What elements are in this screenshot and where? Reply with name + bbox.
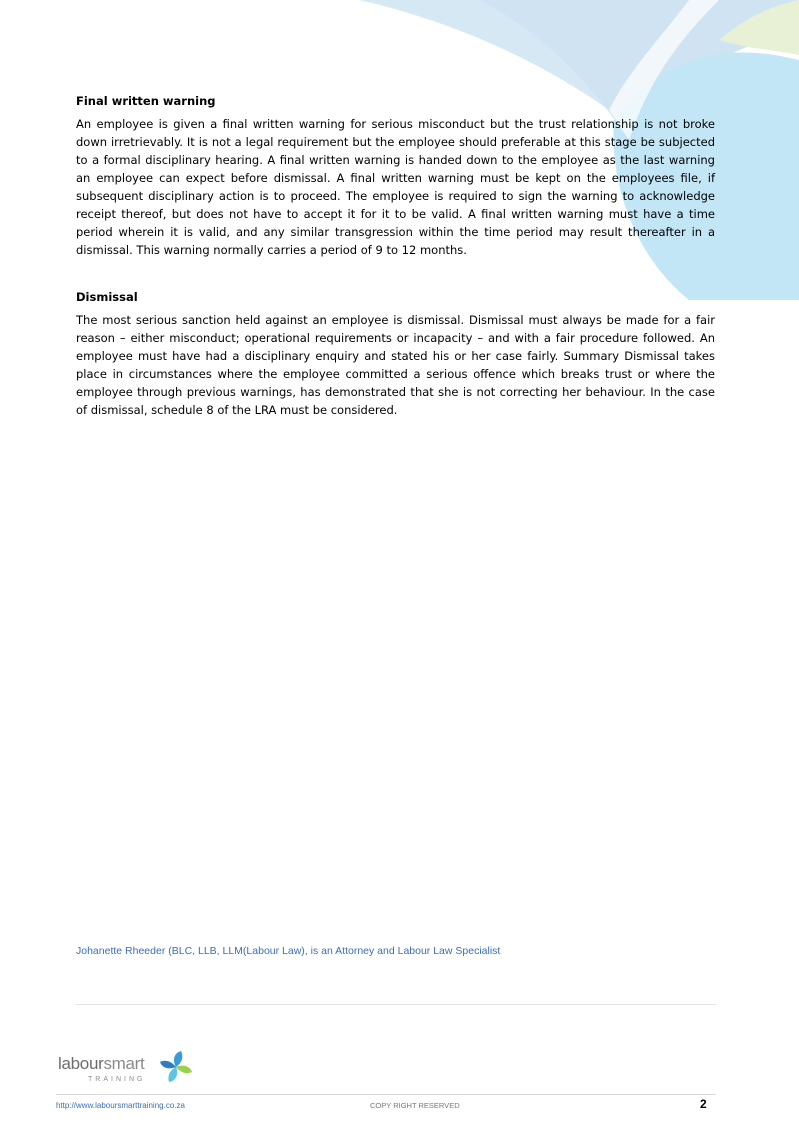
logo-wordmark <box>58 1054 144 1074</box>
logo-word-smart: smart <box>103 1054 145 1073</box>
section-dismissal <box>76 289 715 419</box>
logo-subtitle: TRAINING <box>88 1076 146 1083</box>
page-number: 2 <box>700 1097 707 1111</box>
logo-word-labour: labour <box>58 1054 104 1073</box>
section-paragraph: An employee is given a final written warning for serious misconduct but the trust relationship is not broke down irretrievably. It is not a legal requirement but the employee should preferable at this stage be subjected to a formal disciplinary hearing. A final written warning is handed down to the employee as the last warning an employee can expect before dismissal. A final written warning must be kept on the employees file, if subsequent disciplinary action is to proceed. The employee is required to sign the warning to acknowledge receipt thereof, but does not have to accept it for it to be valid. A final written warning must have a time period wherein it is valid, and any similar transgression within the time period may result thereafter in a dismissal. This warning normally carries a period of 9 to 12 months. <box>76 117 715 257</box>
footer-divider <box>56 1094 716 1095</box>
author-line: Johanette Rheeder (BLC, LLB, LLM(Labour Law), is an Attorney and Labour Law Specialist <box>76 945 501 957</box>
document-body <box>76 93 715 419</box>
section-heading: Dismissal <box>76 290 138 304</box>
divider-line <box>76 1004 716 1005</box>
section-final-written-warning <box>76 93 715 259</box>
logo-pinwheel-icon <box>154 1050 198 1084</box>
section-heading: Final written warning <box>76 94 216 108</box>
footer-copyright: COPY RIGHT RESERVED <box>370 1101 460 1110</box>
laboursmart-logo <box>58 1048 203 1088</box>
section-paragraph: The most serious sanction held against an employee is dismissal. Dismissal must always be made for a fair reason – either misconduct; operational requirements or incapacity – and with a fair procedure followed. An employee must have had a disciplinary enquiry and stated his or her case fairly. Summary Dismissal takes place in circumstances where the employee committed a serious offence which breaks trust or where the employee through previous warnings, has demonstrated that she is not correcting her behaviour. In the case of dismissal, schedule 8 of the LRA must be considered. <box>76 313 715 417</box>
footer-website-link[interactable]: http://www.laboursmarttraining.co.za <box>56 1101 185 1110</box>
